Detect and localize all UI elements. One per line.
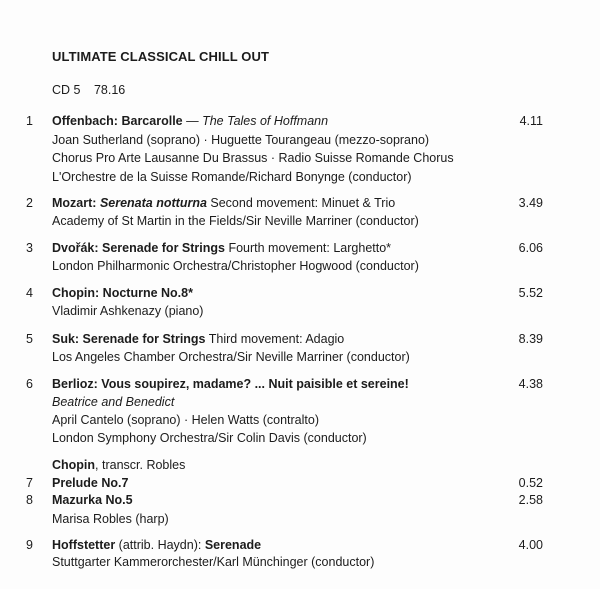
track-duration: 0.52	[518, 476, 543, 490]
track-title	[52, 239, 391, 257]
performer-line	[0, 212, 600, 230]
track-number: 4	[26, 286, 33, 300]
track-number: 7	[26, 476, 33, 490]
chopin-group-header	[0, 456, 600, 474]
performer-line	[0, 168, 600, 186]
performer-text: April Cantelo (soprano) · Helen Watts (contralto)	[52, 413, 319, 427]
attribution: (attrib. Haydn):	[115, 538, 205, 552]
track-1-title-line	[0, 112, 600, 130]
track-5-title-line	[0, 330, 600, 348]
performer-line	[0, 411, 600, 429]
track-number: 5	[26, 332, 33, 346]
track-number: 3	[26, 241, 33, 255]
group-title	[52, 456, 185, 474]
cd-label: CD 5	[52, 83, 81, 97]
track-4-title-line	[0, 284, 600, 302]
performer-line	[0, 302, 600, 320]
composer: Suk: Serenade for Strings	[52, 332, 206, 346]
performer-text: London Symphony Orchestra/Sir Colin Davis (conductor)	[52, 431, 367, 445]
track-number: 8	[26, 493, 33, 507]
track-number: 9	[26, 538, 33, 552]
opera: The Tales of Hoffmann	[202, 114, 329, 128]
track-number: 1	[26, 114, 33, 128]
performer-line	[0, 257, 600, 275]
composer: Hoffstetter	[52, 538, 116, 552]
track-title: Mazurka No.5	[52, 493, 133, 507]
track-duration: 4.11	[519, 114, 543, 128]
composer: Offenbach:	[52, 114, 118, 128]
work: Serenade	[204, 538, 262, 552]
track-8-title-line	[0, 491, 600, 509]
performer-text: L'Orchestre de la Suisse Romande/Richard Bonynge (conductor)	[52, 170, 412, 184]
opera-line	[0, 393, 600, 411]
performer-text: Joan Sutherland (soprano) · Huguette Tourangeau (mezzo-soprano)	[52, 133, 430, 147]
performer-line	[0, 131, 600, 149]
performer-line	[0, 510, 600, 528]
opera-title: Beatrice and Benedict	[52, 395, 175, 409]
performer-line	[0, 348, 600, 366]
performer-text: Stuttgarter Kammerorchester/Karl Münchinger (conductor)	[52, 555, 375, 569]
track-3-title-line	[0, 239, 600, 257]
track-duration: 6.06	[518, 241, 543, 255]
performer-line	[0, 429, 600, 447]
track-number: 6	[26, 377, 33, 391]
track-title	[52, 194, 395, 212]
cd-total-time: 78.16	[93, 83, 126, 97]
performer-text: Academy of St Martin in the Fields/Sir Neville Marriner (conductor)	[52, 214, 419, 228]
track-6-title-line	[0, 375, 600, 393]
track-title	[52, 536, 261, 554]
track-7-title-line	[0, 474, 600, 492]
track-number: 2	[26, 196, 33, 210]
track-2-title-line	[0, 194, 600, 212]
movement: Fourth movement: Larghetto*	[224, 241, 392, 255]
composer: Dvořák: Serenade for Strings	[52, 241, 225, 255]
performer-text: Marisa Robles (harp)	[52, 512, 169, 526]
track-duration: 8.39	[518, 332, 543, 346]
track-duration: 4.00	[518, 538, 543, 552]
separator: —	[182, 114, 203, 128]
track-duration: 2.58	[518, 493, 543, 507]
movement: Second movement: Minuet & Trio	[206, 196, 396, 210]
album-title: ULTIMATE CLASSICAL CHILL OUT	[52, 49, 270, 64]
track-title: Chopin: Nocturne No.8*	[52, 286, 193, 300]
movement: Third movement: Adagio	[205, 332, 345, 346]
track-9-title-line	[0, 536, 600, 554]
performer-text: London Philharmonic Orchestra/Christopher Hogwood (conductor)	[52, 259, 419, 273]
performer-text: Vladimir Ashkenazy (piano)	[52, 304, 204, 318]
track-title	[52, 330, 344, 348]
track-title	[52, 112, 328, 130]
composer: Chopin	[52, 458, 96, 472]
track-duration: 3.49	[518, 196, 543, 210]
work: Barcarolle	[121, 114, 183, 128]
arranger: , transcr. Robles	[95, 458, 186, 472]
track-duration: 5.52	[518, 286, 543, 300]
performer-line	[0, 553, 600, 571]
composer: Mozart:	[52, 196, 97, 210]
cd-header	[52, 83, 125, 97]
track-title: Berlioz: Vous soupirez, madame? ... Nuit paisible et sereine!	[52, 377, 409, 391]
performer-text: Chorus Pro Arte Lausanne Du Brassus · Radio Suisse Romande Chorus	[52, 151, 454, 165]
performer-line	[0, 149, 600, 167]
performer-text: Los Angeles Chamber Orchestra/Sir Neville Marriner (conductor)	[52, 350, 410, 364]
work: Serenata notturna	[99, 196, 207, 210]
track-title: Prelude No.7	[52, 476, 129, 490]
track-duration: 4.38	[518, 377, 543, 391]
